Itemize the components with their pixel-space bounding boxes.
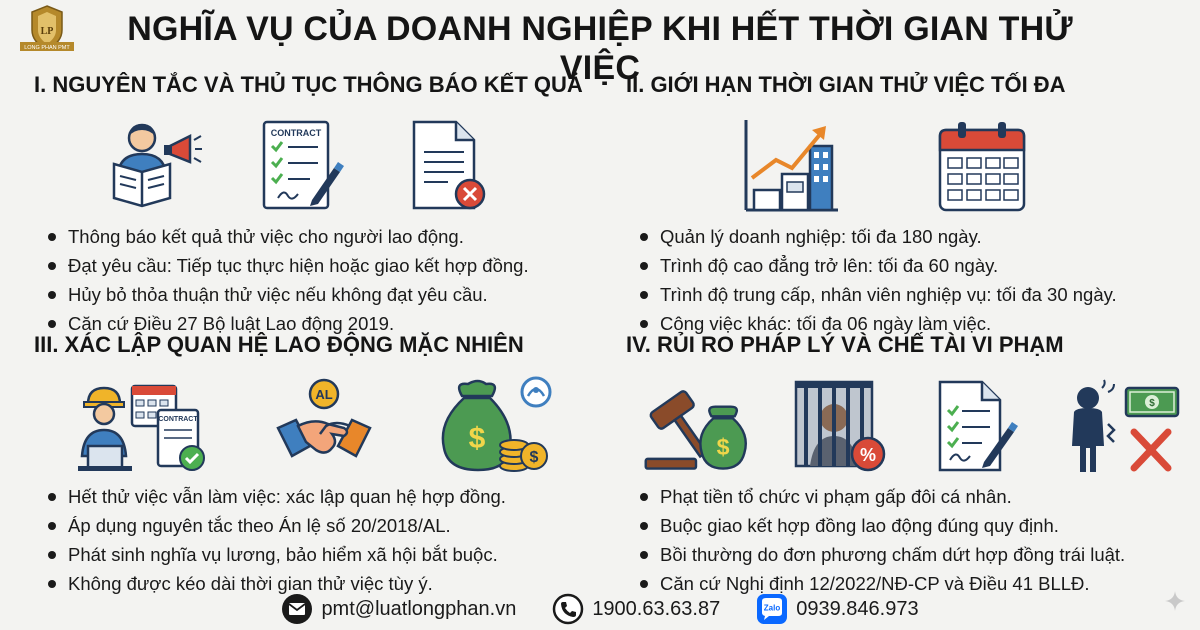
gavel-money-icon	[638, 376, 754, 476]
list-item: Phạt tiền tổ chức vi phạm gấp đôi cá nhân.	[638, 482, 1200, 511]
list-item: Hủy bỏ thỏa thuận thử việc nếu không đạt yêu cầu.	[46, 280, 614, 309]
list-item: Không được kéo dài thời gian thử việc tùy ý.	[46, 569, 614, 598]
section-2	[626, 72, 1200, 338]
list-item: Căn cứ Nghị định 12/2022/NĐ-CP và Điều 41 BLLĐ.	[638, 569, 1200, 598]
email-text: pmt@luatlongphan.vn	[321, 597, 517, 620]
handshake-icon	[274, 376, 374, 476]
contract-icon	[250, 116, 350, 216]
list-item: Buộc giao kết hợp đồng lao động đúng quy định.	[638, 511, 1200, 540]
list-item: Thông báo kết quả thử việc cho người lao động.	[46, 222, 614, 251]
phone-icon	[552, 593, 584, 625]
sparkle-icon	[1164, 590, 1186, 612]
list-item: Căn cứ Điều 27 Bộ luật Lao động 2019.	[46, 309, 614, 338]
list-item: Quản lý doanh nghiệp: tối đa 180 ngày.	[638, 222, 1200, 251]
section-1	[34, 72, 614, 338]
calendar-icon	[932, 116, 1032, 216]
list-item: Phát sinh nghĩa vụ lương, bảo hiểm xã hội bắt buộc.	[46, 540, 614, 569]
page-title: NGHĨA VỤ CỦA DOANH NGHIỆP KHI HẾT THỜI GIAN THỬ VIỆC	[127, 10, 1073, 87]
svg-text:AL: AL	[315, 387, 333, 402]
svg-text:%: %	[859, 445, 877, 465]
contact-footer	[0, 592, 1200, 626]
section-2-heading: II. GIỚI HẠN THỜI GIAN THỬ VIỆC TỐI ĐA	[626, 72, 1066, 97]
list-item: Trình độ cao đẳng trở lên: tối đa 60 ngày.	[638, 251, 1200, 280]
zalo-text: 0939.846.973	[796, 597, 919, 620]
announcer-icon	[104, 116, 204, 216]
section-1-heading: I. NGUYÊN TẮC VÀ THỦ TỤC THÔNG BÁO KẾT QUẢ	[34, 72, 583, 97]
signed-document-icon	[926, 376, 1026, 476]
section-4	[626, 332, 1200, 598]
list-item: Bồi thường do đơn phương chấm dứt hợp đồng trái luật.	[638, 540, 1200, 569]
money-bags-icon	[434, 376, 554, 476]
zalo-icon	[756, 593, 788, 625]
svg-text:$: $	[1149, 398, 1155, 409]
document-reject-icon	[396, 116, 496, 216]
brand-logo-text: LONG PHAN PMT	[24, 45, 70, 51]
svg-text:LP: LP	[40, 26, 54, 37]
growth-buildings-icon	[730, 116, 850, 216]
phone-text: 1900.63.63.87	[592, 597, 721, 620]
zalo-contact[interactable]	[756, 593, 918, 625]
section-3	[34, 332, 614, 598]
list-item: Áp dụng nguyên tắc theo Án lệ số 20/2018/AL.	[46, 511, 614, 540]
email-icon	[281, 593, 313, 625]
svg-text:$: $	[468, 422, 486, 455]
worker-contract-icon	[74, 376, 214, 476]
stressed-person-icon	[1062, 376, 1192, 476]
list-item: Trình độ trung cấp, nhân viên nghiệp vụ: tối đa 30 ngày.	[638, 280, 1200, 309]
section-3-heading: III. XÁC LẬP QUAN HỆ LAO ĐỘNG MẶC NHIÊN	[34, 332, 524, 357]
phone-contact[interactable]	[552, 593, 720, 625]
svg-text:Zalo: Zalo	[763, 603, 781, 613]
list-item: Công việc khác: tối đa 06 ngày làm việc.	[638, 309, 1200, 338]
prison-icon	[790, 376, 890, 476]
list-item: Đạt yêu cầu: Tiếp tục thực hiện hoặc giao kết hợp đồng.	[46, 251, 614, 280]
section-4-heading: IV. RỦI RO PHÁP LÝ VÀ CHẾ TÀI VI PHẠM	[626, 332, 1064, 357]
list-item: Hết thử việc vẫn làm việc: xác lập quan hệ hợp đồng.	[46, 482, 614, 511]
brand-logo	[18, 4, 76, 52]
email-contact[interactable]	[281, 593, 516, 625]
svg-text:$: $	[716, 434, 730, 460]
svg-text:CONTRACT: CONTRACT	[270, 128, 322, 138]
svg-text:$: $	[529, 449, 539, 466]
svg-text:CONTRACT: CONTRACT	[158, 416, 198, 423]
